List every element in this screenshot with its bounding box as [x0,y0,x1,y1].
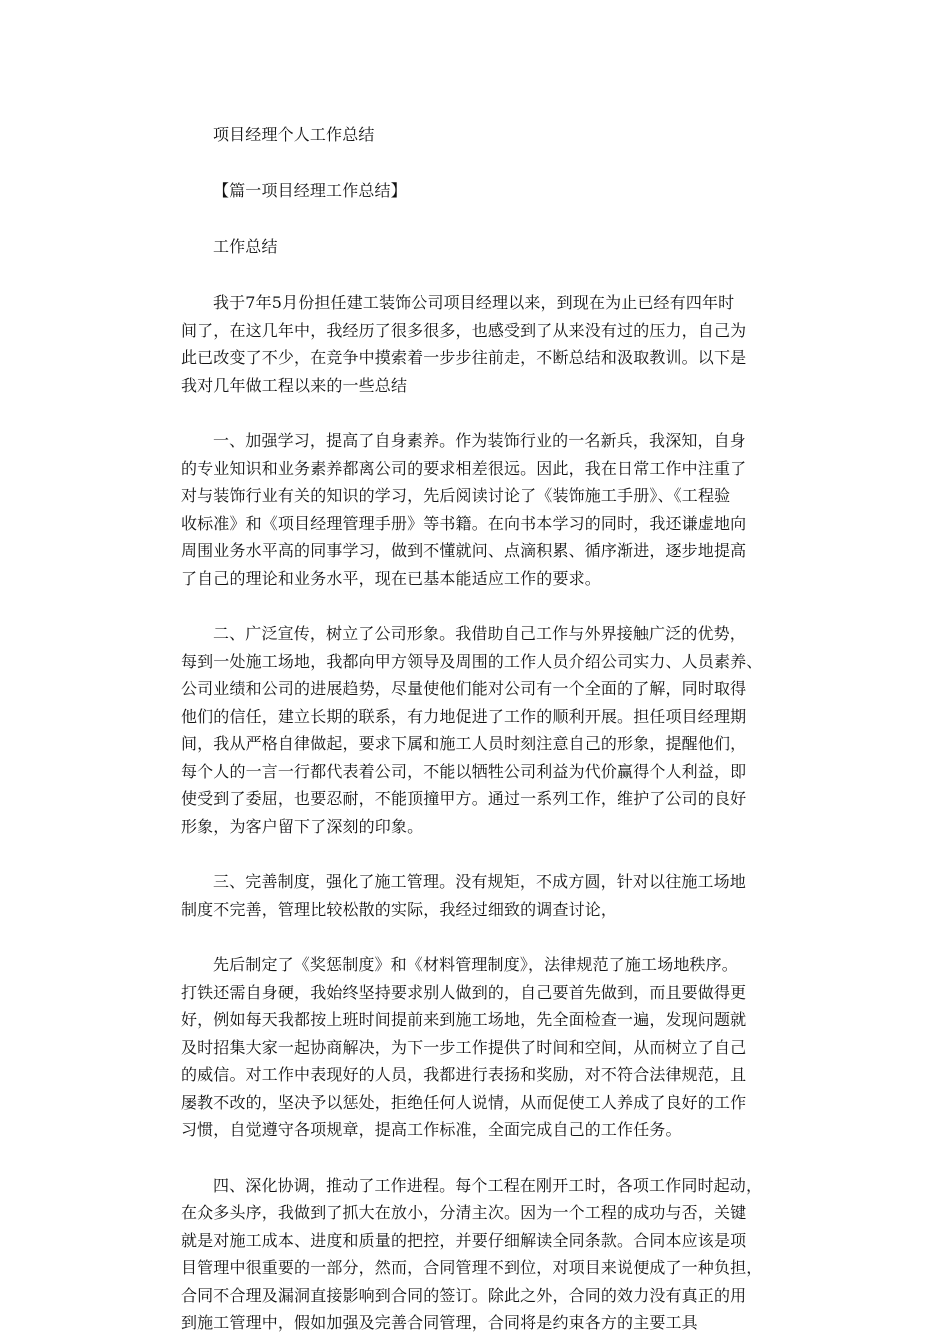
spacer [181,149,773,177]
paragraph-line: 使受到了委屈，也要忍耐，不能顶撞甲方。通过一系列工作，维护了公司的良好 [181,789,747,808]
spacer [181,205,773,233]
paragraph-line: 在众多头序，我做到了抓大在放小，分清主次。因为一个工程的成功与否，关键 [181,1203,747,1222]
paragraph-line: 到施工管理中，假如加强及完善合同管理，合同将是约束各方的主要工具 [181,1313,698,1332]
paragraph-line: 了自己的理论和业务水平，现在已基本能适应工作的要求。 [181,568,601,588]
paragraph-line: 先后制定了《奖惩制度》和《材料管理制度》，法律规范了施工场地秩序。 [213,955,738,974]
spacer [181,592,773,620]
paragraph-study [181,427,773,592]
paragraph-line: 对与装饰行业有关的知识的学习，先后阅读讨论了《装饰施工手册》、《工程验 [181,486,731,505]
paragraph-line: 收标准》和《项目经理管理手册》等书籍。在向书本学习的同时，我还谦虚地向 [181,513,747,533]
document-title: 项目经理个人工作总结 [213,125,375,144]
paragraph-line: 就是对施工成本、进度和质量的把控，并要仔细解读全同条款。合同本应该是项 [181,1230,747,1250]
paragraph-line: 我对几年做工程以来的一些总结 [181,375,408,395]
paragraph-line: 公司业绩和公司的进展趋势，尽量使他们能对公司有一个全面的了解，同时取得 [181,679,747,698]
paragraph-line: 打铁还需自身硬，我始终坚持要求别人做到的，自己要首先做到，而且要做得更 [181,982,747,1002]
paragraph-line: 目管理中很重要的一部分，然而，合同管理不到位，对项目来说便成了一种负担， [181,1258,763,1277]
paragraph-line: 三、完善制度，强化了施工管理。没有规矩，不成方圆，针对以往施工场地 [213,872,746,891]
paragraph-coordination [181,1172,773,1337]
paragraph-line: 及时招集大家一起协商解决，为下一步工作提供了时间和空间，从而树立了自己 [181,1037,747,1057]
paragraph-line: 周围业务水平高的同事学习，做到不懂就问、点滴积累、循序渐进，逐步地提高 [181,541,747,560]
paragraph-line: 一、加强学习，提高了自身素养。作为装饰行业的一名新兵，我深知，自身 [213,431,746,450]
paragraph-publicity [181,620,773,840]
paragraph-line: 形象，为客户留下了深刻的印象。 [181,816,424,836]
paragraph-line: 间了，在这几年中，我经历了很多很多，也感受到了从来没有过的压力，自己为 [181,320,747,340]
paragraph-line: 此已改变了不少，在竞争中摸索着一步步往前走，不断总结和汲取教训。以下是 [181,348,747,367]
paragraph-rules [181,951,773,1144]
paragraph-line: 制度不完善，管理比较松散的实际，我经过细致的调查讨论， [181,899,618,919]
paragraph-line: 四、深化协调，推动了工作进程。每个工程在刚开工时，各项工作同时起动， [213,1175,763,1195]
paragraph-line: 合同不合理及漏洞直接影响到合同的签订。除此之外，合同的效力没有真正的用 [181,1285,747,1305]
spacer [181,399,773,427]
paragraph-line: 他们的信任，建立长期的联系，有力地促进了工作的顺利开展。担任项目经理期 [181,706,747,726]
spacer [181,1144,773,1172]
paragraph-intro [181,289,773,399]
spacer [181,923,773,951]
paragraph-line: 每个人的一言一行都代表着公司，不能以牺牲公司利益为代价赢得个人利益，即 [181,761,747,781]
paragraph-line: 屡教不改的，坚决予以惩处，拒绝任何人说情，从而促使工人养成了良好的工作 [181,1092,747,1112]
paragraph-system [181,868,773,923]
spacer [181,261,773,289]
section-heading: 【篇一项目经理工作总结】 [213,181,407,200]
paragraph-line: 习惯，自觉遵守各项规章，提高工作标准，全面完成自己的工作任务。 [181,1120,682,1139]
paragraph-line: 间，我从严格自律做起，要求下属和施工人员时刻注意自己的形象，提醒他们， [181,734,747,753]
paragraph-line: 的专业知识和业务素养都离公司的要求相差很远。因此，我在日常工作中注重了 [181,458,747,478]
subheading: 工作总结 [213,237,278,256]
paragraph-line: 二、广泛宣传，树立了公司形象。我借助自己工作与外界接触广泛的优势， [213,624,746,643]
paragraph-line: 每到一处施工场地，我都向甲方领导及周围的工作人员介绍公司实力、人员素养、 [181,651,763,671]
spacer [181,840,773,868]
paragraph-line: 好，例如每天我都按上班时间提前来到施工场地，先全面检查一遍，发现问题就 [181,1010,747,1029]
paragraph-line: 的威信。对工作中表现好的人员，我都进行表扬和奖励，对不符合法律规范，且 [181,1065,747,1084]
document-body [181,121,773,1337]
paragraph-line: 我于7年5月份担任建工装饰公司项目经理以来，到现在为止已经有四年时 [213,293,735,312]
